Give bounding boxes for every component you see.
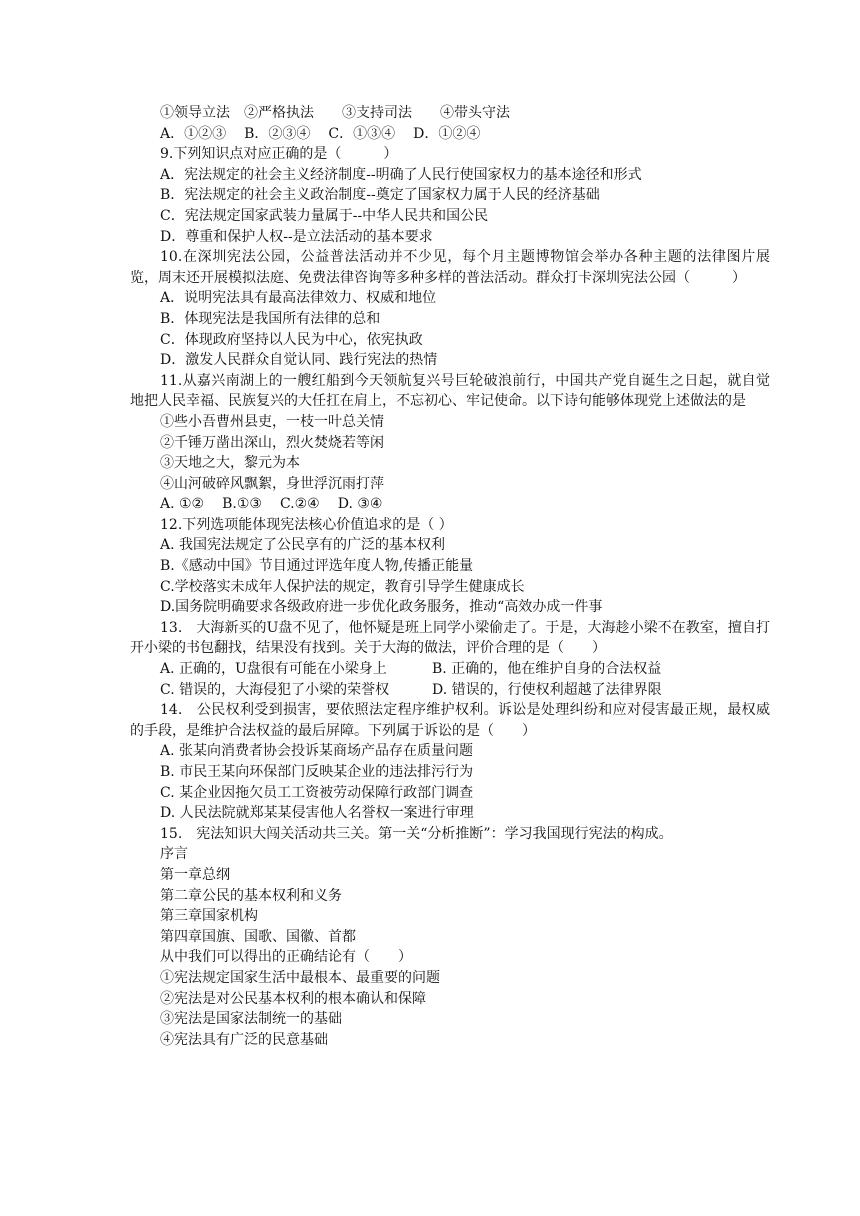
q11-item-3: ③天地之大，黎元为本 [160, 455, 300, 472]
q8-items: ①领导立法 ②严格执法 ③支持司法 ④带头守法 [160, 105, 510, 121]
q15-item-2: ②宪法是对公民基本权利的根本确认和保障 [160, 990, 426, 1007]
q13-option-b: B. 正确的，他在维护自身的合法权益 [432, 661, 662, 678]
q13-options-row1 [130, 659, 770, 680]
q15-item-1: ①宪法规定国家生活中最根本、最重要的问题 [160, 969, 440, 986]
q12-stem: 12.下列选项能体现宪法核心价值追求的是（ ） [160, 516, 453, 533]
q14-stem: 14. 公民权利受到损害，要依照法定程序维护权利。诉讼是处理纠纷和应对侵害最正规，最权威的手段，是维护合法权益的最后屏障。下列属于诉讼的是（ ） [130, 702, 770, 739]
q13-stem: 13. 大海新买的U盘不见了，他怀疑是班上同学小梁偷走了。于是，大海趁小梁不在教室，擅自打开小梁的书包翻找，结果没有找到。关于大海的做法，评价合理的是（ ） [130, 619, 770, 657]
q14-option-c: C. 某企业因拖欠员工工资被劳动保障行政部门调查 [160, 784, 474, 801]
q8-options [130, 124, 770, 145]
q15-chapter-3: 第三章国家机构 [160, 908, 258, 925]
q10-option-c: C．体现政府坚持以人民为中心，依宪执政 [160, 331, 423, 348]
q8-option-a: A．①②③ [160, 125, 227, 142]
q15-chapter-preface: 序言 [160, 846, 188, 863]
q9-option-a: A．宪法规定的社会主义经济制度--明确了人民行使国家权力的基本途径和形式 [160, 166, 642, 183]
q11-stem: 11.从嘉兴南湖上的一艘红船到今天领航复兴号巨轮破浪前行，中国共产党自诞生之日起，就自觉地把人民幸福、民族复兴的大任扛在肩上，不忘初心、牢记使命。以下诗句能够体现党上述做法的是 [130, 372, 770, 410]
q11-option-c: C.②④ [279, 496, 320, 513]
q11-options [130, 494, 770, 515]
q14-option-d: D. 人民法院就郑某某侵害他人名誉权一案进行审理 [160, 805, 474, 822]
q11-item-4: ④山河破碎风飘絮，身世浮沉雨打萍 [160, 475, 384, 492]
q8-option-d: D．①②④ [413, 125, 481, 142]
q11-option-a: A. ①② [160, 496, 205, 513]
q9-option-d: D．尊重和保护人权--是立法活动的基本要求 [160, 228, 433, 245]
q13-option-a: A. 正确的，U盘很有可能在小梁身上 [160, 661, 387, 678]
q15-question: 从中我们可以得出的正确结论有（ ） [160, 949, 412, 966]
q14-option-a: A. 张某向消费者协会投诉某商场产品存在质量问题 [160, 743, 474, 760]
q11-option-d: D. ③④ [337, 496, 383, 513]
q12-option-b: B.《感动中国》节目通过评选年度人物,传播正能量 [160, 558, 474, 575]
q8-option-b: B．②③④ [244, 125, 311, 142]
q12-option-a: A. 我国宪法规定了公民享有的广泛的基本权利 [160, 537, 446, 554]
q11-item-1: ①些小吾曹州县吏，一枝一叶总关情 [160, 413, 384, 430]
q15-item-3: ③宪法是国家法制统一的基础 [160, 1011, 342, 1028]
q15-chapter-1: 第一章总纲 [160, 866, 230, 883]
q15-stem: 15. 宪法知识大闯关活动共三关。第一关“分析推断”：学习我国现行宪法的构成。 [160, 825, 673, 842]
q9-stem: 9.下列知识点对应正确的是（ ） [160, 146, 398, 163]
q14-option-b: B. 市民王某向环保部门反映某企业的违法排污行为 [160, 764, 474, 780]
q15-chapter-4: 第四章国旗、国歌、国徽、首都 [160, 928, 356, 945]
q10-option-a: A．说明宪法具有最高法律效力、权威和地位 [160, 290, 437, 307]
q13-options-row2 [130, 680, 770, 701]
q15-chapter-2: 第二章公民的基本权利和义务 [160, 887, 342, 904]
q12-option-d: D.国务院明确要求各级政府进一步优化政务服务，推动“高效办成一件事 [160, 599, 603, 616]
q15-item-4: ④宪法具有广泛的民意基础 [160, 1031, 328, 1048]
q9-option-c: C．宪法规定国家武装力量属于--中华人民共和国公民 [160, 207, 489, 224]
q13-option-d: D. 错误的，行使权利超越了法律界限 [432, 681, 662, 698]
q10-option-b: B．体现宪法是我国所有法律的总和 [160, 310, 381, 327]
q9-option-b: B．宪法规定的社会主义政治制度--奠定了国家权力属于人民的经济基础 [160, 187, 600, 204]
q11-option-b: B.①③ [222, 496, 262, 513]
q10-option-d: D．激发人民群众自觉认同、践行宪法的热情 [160, 352, 438, 369]
q13-option-c: C. 错误的，大海侵犯了小梁的荣誉权 [160, 681, 390, 698]
q12-option-c: C.学校落实未成年人保护法的规定，教育引导学生健康成长 [160, 578, 525, 595]
q8-option-c: C．①③④ [328, 125, 396, 142]
q11-item-2: ②千锤万凿出深山，烈火焚烧若等闲 [160, 434, 384, 451]
q10-stem: 10.在深圳宪法公园，公益普法活动并不少见，每个月主题博物馆会举办各种主题的法律图片展览，周末还开展模拟法庭、免费法律咨询等多种多样的普法活动。群众打卡深圳宪法公园（ ） [130, 249, 770, 286]
